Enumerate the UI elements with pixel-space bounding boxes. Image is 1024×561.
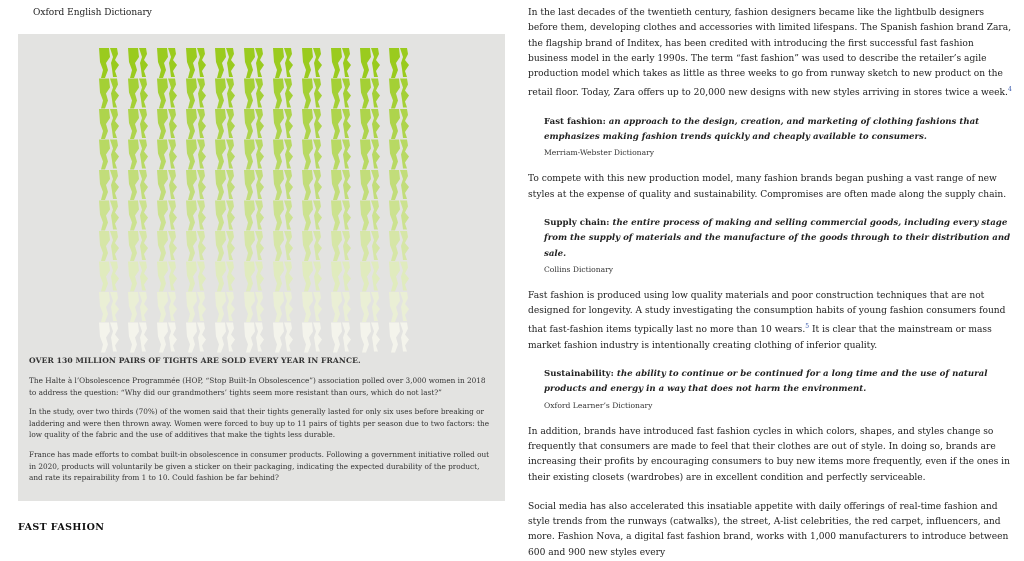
definition-source: Merriam-Webster Dictionary [544, 148, 655, 158]
tights-legs-icon [273, 140, 293, 170]
tights-legs-icon [215, 201, 235, 231]
tights-legs-icon [157, 201, 177, 231]
tights-legs-icon [389, 262, 409, 292]
tights-legs-icon [157, 170, 177, 200]
tights-legs-icon [215, 292, 235, 322]
tights-legs-icon [389, 292, 409, 322]
tights-legs-icon [273, 231, 293, 261]
definition-fast-fashion [544, 115, 1016, 159]
tights-legs-icon [244, 79, 264, 109]
tights-legs-icon [157, 140, 177, 170]
tights-legs-icon [244, 262, 264, 292]
tights-legs-icon [215, 323, 235, 353]
tights-legs-icon [99, 109, 119, 139]
tights-legs-icon [244, 109, 264, 139]
source-label: Oxford English Dictionary [33, 8, 152, 18]
tights-legs-icon [331, 79, 351, 109]
tights-legs-icon [302, 140, 322, 170]
definition-text: an approach to the design, creation, and marketing of clothing fashions that emphasizes making fashion trends quickly and cheaply available to consumers. [544, 116, 980, 143]
tights-legs-icon [128, 292, 148, 322]
tights-legs-icon [389, 201, 409, 231]
footnote-ref[interactable]: 5 [805, 323, 810, 331]
tights-legs-icon [331, 262, 351, 292]
tights-legs-icon [331, 231, 351, 261]
definition-term: Sustainability: [544, 369, 614, 380]
tights-infographic-panel [18, 34, 505, 501]
tights-legs-icon [331, 109, 351, 139]
tights-legs-icon [128, 323, 148, 353]
tights-legs-icon [302, 292, 322, 322]
tights-legs-icon [215, 170, 235, 200]
tights-legs-icon [389, 109, 409, 139]
tights-legs-icon [273, 323, 293, 353]
tights-legs-icon [389, 48, 409, 78]
tights-legs-icon [302, 323, 322, 353]
tights-legs-icon [302, 48, 322, 78]
body-paragraph: In the last decades of the twentieth century, fashion designers became like the lightbulb designers before them, developing clothes and accessories with limited lifespans. The Spanish fashion brand Zara, the flagship brand of Inditex, has been credited with introducing the first successful fast fashion business model in the early 1990s. The term “fast fashion” was used to describe the retailer’s agile production model which takes as little as three weeks to go from runway sketch to new product on the retail floor. Today, Zara offers up to 20,000 new designs with new styles arriving in stores twice a week.$^4$ [528, 8, 1012, 99]
tights-legs-icon [186, 109, 206, 139]
tights-legs-icon [360, 292, 380, 322]
definition-source: Oxford Learner’s Dictionary [544, 400, 653, 410]
tights-legs-icon [128, 109, 148, 139]
tights-legs-icon [186, 231, 206, 261]
tights-legs-icon [128, 231, 148, 261]
body-paragraph: Social media has also accelerated this insatiable appetite with daily offerings of real-time fashion and style trends from the runways (catwalks), the street, A-list celebrities, the red carpet, influencers, and more. Fashion Nova, a digital fast fashion brand, works with 1,000 manufacturers to introduce between 600 and 900 new styles every [528, 501, 1009, 558]
tights-legs-icon [302, 170, 322, 200]
tights-legs-icon [99, 323, 119, 353]
tights-legs-icon [302, 79, 322, 109]
tights-legs-icon [360, 79, 380, 109]
tights-legs-icon [128, 140, 148, 170]
tights-legs-icon [215, 79, 235, 109]
tights-legs-icon [157, 109, 177, 139]
tights-legs-icon [186, 48, 206, 78]
tights-legs-icon [331, 48, 351, 78]
tights-legs-icon [244, 323, 264, 353]
section-heading: FAST FASHION [18, 522, 105, 533]
tights-legs-icon [302, 231, 322, 261]
tights-legs-icon [186, 140, 206, 170]
definition-supply-chain [544, 216, 1016, 275]
tights-legs-icon [360, 231, 380, 261]
tights-legs-icon [215, 262, 235, 292]
tights-legs-icon [331, 201, 351, 231]
definition-term: Supply chain: [544, 218, 610, 228]
tights-legs-icon [360, 170, 380, 200]
tights-legs-icon [99, 140, 119, 170]
tights-legs-icon [215, 140, 235, 170]
definition-text: the ability to continue or be continued for a long time and the use of natural products and energy in a way that does not harm the environment. [544, 369, 988, 395]
tights-legs-icon [157, 292, 177, 322]
tights-legs-icon [99, 231, 119, 261]
tights-legs-icon [244, 140, 264, 170]
article-column [528, 6, 1016, 561]
definition-source: Collins Dictionary [544, 264, 614, 274]
definition-term: Fast fashion: [544, 116, 606, 127]
tights-legs-icon [360, 262, 380, 292]
tights-legs-icon [99, 170, 119, 200]
footnote-ref[interactable]: 4 [1007, 86, 1012, 94]
tights-legs-icon [360, 140, 380, 170]
tights-legs-icon [186, 79, 206, 109]
tights-legs-icon [244, 231, 264, 261]
tights-legs-icon [128, 262, 148, 292]
tights-legs-icon [186, 292, 206, 322]
tights-legs-icon [215, 48, 235, 78]
caption-paragraph: The Halte à l’Obsolescence Programmée (HOP, “Stop Built-In Obsolescence”) association polled over 3,000 women in 2018 to address the question: “Why did our grandmothers’ tights seem more resistant than ours, which do not last?” [29, 376, 486, 397]
tights-legs-icon [389, 170, 409, 200]
tights-legs-icon [331, 140, 351, 170]
tights-legs-icon [244, 201, 264, 231]
infographic-caption [29, 356, 494, 484]
tights-legs-icon [128, 201, 148, 231]
tights-legs-icon [331, 292, 351, 322]
tights-legs-icon [273, 292, 293, 322]
tights-legs-icon [302, 201, 322, 231]
tights-legs-icon [302, 109, 322, 139]
tights-legs-icon [186, 170, 206, 200]
tights-legs-icon [273, 170, 293, 200]
tights-legs-icon [273, 79, 293, 109]
tights-legs-icon [302, 262, 322, 292]
tights-legs-icon [186, 201, 206, 231]
tights-legs-icon [186, 323, 206, 353]
tights-legs-icon [273, 109, 293, 139]
tights-legs-icon [360, 201, 380, 231]
caption-paragraph: France has made efforts to combat built-in obsolescence in consumer products. Following a government initiative rolled out in 2020, products will voluntarily be given a sticker on their packaging, indicating the expected durability of the product, and rate its repairability from 1 to 10. Could fashion be far behind? [29, 449, 490, 483]
tights-legs-icon [360, 323, 380, 353]
tights-legs-icon [244, 48, 264, 78]
tights-legs-icon [99, 79, 119, 109]
tights-legs-icon [99, 201, 119, 231]
tights-legs-icon [99, 292, 119, 322]
tights-legs-icon [360, 109, 380, 139]
tights-legs-icon [273, 201, 293, 231]
tights-legs-icon [157, 79, 177, 109]
tights-legs-icon [389, 231, 409, 261]
tights-legs-icon [273, 262, 293, 292]
tights-legs-icon [157, 323, 177, 353]
tights-legs-icon [128, 79, 148, 109]
tights-legs-icon [128, 48, 148, 78]
definition-text: the entire process of making and selling commercial goods, including every stage from the supply of materials and the manufacture of the goods through to their distribution and sale. [544, 218, 1011, 259]
tights-legs-icon [273, 48, 293, 78]
tights-legs-icon [389, 323, 409, 353]
tights-legs-icon [157, 262, 177, 292]
tights-legs-icon [244, 292, 264, 322]
body-paragraph: To compete with this new production model, many fashion brands began pushing a vast range of new styles at the expense of quality and sustainability. Compromises are often made along the supply chain. [528, 174, 1007, 200]
caption-title: OVER 130 MILLION PAIRS OF TIGHTS ARE SOLD EVERY YEAR IN FRANCE. [29, 356, 361, 365]
body-paragraph: Fast fashion is produced using low quality materials and poor construction techniques that are not designed for longevity. A study investigating the consumption habits of young fashion consumers found that fast-fashion items typically last no more than 10 wears.$^5$ It is clear that the mainstream or mass market fashion industry is intentionally creating clothing of inferior quality. [528, 290, 1006, 351]
body-paragraph: In addition, brands have introduced fast fashion cycles in which colors, shapes, and styles change so frequently that consumers are made to feel that their clothes are out of style. In doing so, brands are increasing their profits by encouraging consumers to buy new items more frequently, even if the ones in their existing closets (wardrobes) are in excellent condition and perfectly serviceable. [528, 426, 1010, 483]
tights-legs-icon [244, 170, 264, 200]
tights-legs-icon [215, 109, 235, 139]
tights-legs-icon [157, 48, 177, 78]
tights-legs-icon [99, 48, 119, 78]
tights-legs-icon [360, 48, 380, 78]
tights-grid [98, 48, 418, 358]
tights-legs-icon [186, 262, 206, 292]
tights-legs-icon [215, 231, 235, 261]
tights-legs-icon [389, 79, 409, 109]
definition-sustainability [544, 367, 1016, 411]
tights-legs-icon [331, 170, 351, 200]
tights-legs-icon [389, 140, 409, 170]
tights-legs-icon [128, 170, 148, 200]
tights-legs-icon [331, 323, 351, 353]
tights-legs-icon [99, 262, 119, 292]
caption-paragraph: In the study, over two thirds (70%) of the women said that their tights generally lasted for only six uses before breaking or laddering and were then thrown away. Women were forced to buy up to 11 pairs of tights per season due to two factors: the low quality of the fabric and the use of additives that make the tights less durable. [29, 407, 490, 440]
tights-legs-icon [157, 231, 177, 261]
